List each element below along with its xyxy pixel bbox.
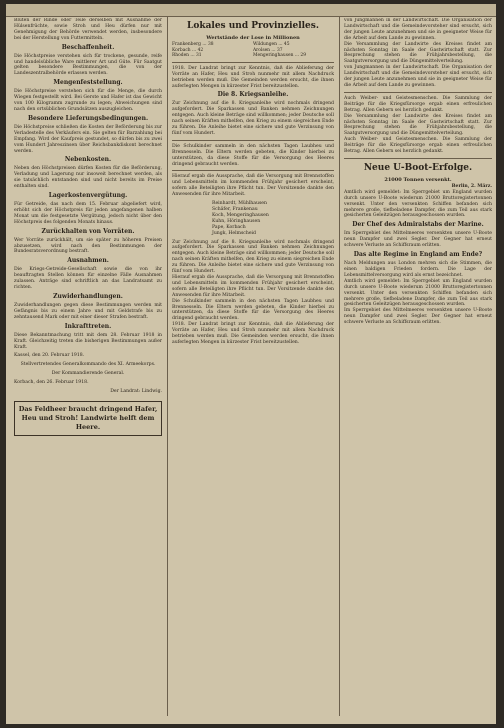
article-paragraph: Zur Zeichnung auf die 8. Kriegsanleihe wird nochmals dringend aufgefordert. Die Sparkassen und Banken nehmen Zeichnungen entgegen. Auch kleine Beträge sind willkommen; jeder Deutsche soll nach seinen Kräften mithelfen, den Krieg zu einem siegreichen Ende zu führen. Die Anleihe bietet eine sichere und gute Verzinsung von fünf vom Hundert. (172, 101, 334, 136)
news-heading: Der Chef des Admiralstabs der Marine. (352, 221, 484, 229)
column-middle (172, 18, 334, 718)
news-heading: Das alte Regime in England am Ende? (353, 251, 483, 259)
signature-date-2: Korbach, den 26. Februar 1918. (14, 380, 89, 386)
article-paragraph: Hierauf ergab die Aussprache, daß die Versorgung mit Brennstoffen und Lebensmitteln im kommenden Frühjahr gesichert erscheint, sofern alle Beteiligten ihre Pflicht tun. Der Vorsitzende dankte den Anwesenden für ihre Mitarbeit. (172, 174, 334, 198)
divider (172, 62, 334, 63)
column-right (344, 18, 492, 718)
section-title: Lokales und Provinzielles. (187, 21, 319, 31)
article-paragraph: Die Schulkinder sammeln in den nächsten Tagen Laubheu und Brennesseln. Die Eltern werden gebeten, die Kinder hierbei zu unterstützen, da diese Stoffe für die Versorgung des Heeres dringend gebraucht werden. (172, 298, 334, 322)
article-paragraph: Die Versammlung der Landwirte des Kreises findet am nächsten Sonntag im Saale der Gastwirtschaft statt. Zur Besprechung stehen die Frühjahrsbestellung, die Saatgutversorgung und die Düngemittelverteilung. (344, 113, 492, 137)
table-cell: Wildungen ... 45 (253, 42, 290, 47)
list-item: Kuhn, Höringhausen (212, 218, 261, 224)
section-heading: Nebenkosten. (64, 156, 112, 164)
article-paragraph: Die Versammlung der Landwirte des Kreises findet am nächsten Sonntag im Saale der Gastwirtschaft statt. Zur Besprechung stehen die Frühjahrsbestellung, die Saatgutversorgung und die Düngemittelverteilung. (344, 41, 492, 65)
list-item: Pape, Korbach (212, 224, 246, 230)
name-list (172, 201, 334, 236)
table-caption: Wertstände der Lose in Millionen (206, 35, 300, 41)
section-text: Die Kriegs-Getreide-Gesellschaft sowie die von ihr beauftragten Stellen können für einzelne Fälle Ausnahmen zulassen. Anträge sind schriftlich an das Landratsamt zu richten. (14, 267, 162, 291)
section-heading: Ausnahmen. (67, 257, 109, 265)
section-heading: Zurückhalten von Vorräten. (41, 227, 135, 235)
section-text: Neben den Höchstpreisen dürfen Kosten für die Beförderung, Verladung und Lagerung nur insoweit berechnet werden, als sie tatsächlich entstanden sind und nicht bereits im Preise enthalten sind. (14, 166, 162, 190)
article-paragraph: Zur Zeichnung auf die 8. Kriegsanleihe wird nochmals dringend aufgefordert. Die Sparkassen und Banken nehmen Zeichnungen entgegen. Auch kleine Beträge sind willkommen; jeder Deutsche soll nach seinen Kräften mithelfen, den Krieg zu einem siegreichen Ende zu führen. Die Anleihe bietet eine sichere und gute Verzinsung von fünf vom Hundert. (172, 239, 334, 275)
divider (172, 140, 334, 141)
article-paragraph: Die Schulkinder sammeln in den nächsten Tagen Laubheu und Brennesseln. Die Eltern werden gebeten, die Kinder hierbei zu unterstützen, da diese Stoffe für die Versorgung des Heeres dringend gebraucht werden. (172, 143, 334, 167)
article-paragraph: 1918. Der Landrat bringt zur Kenntnis, daß die Ablieferung der Vorräte an Hafer, Heu und Stroh nunmehr mit allem Nachdruck betrieben werden muß. Die Gemeinden werden ersucht, die ihnen auferlegten Mengen in kürzester Frist bereitzustellen. (172, 322, 334, 345)
section-heading: Besondere Lieferungsbedingungen. (27, 114, 149, 122)
news-text: Nach Meldungen aus London mehren sich die Stimmen, die einen baldigen Frieden fordern. Die Lage der Lebensmittelversorgung wird als ernst bezeichnet. (344, 261, 492, 278)
list-item: Schäfer, Frankenau (212, 207, 258, 212)
column-rule (339, 16, 340, 716)
article-paragraph: Hierauf ergab die Aussprache, daß die Versorgung mit Brennstoffen und Lebensmitteln im kommenden Frühjahr gesichert erscheint, sofern alle Beteiligten ihre Pflicht tun. Der Vorsitzende dankte den Anwesenden für ihre Mitarbeit. (172, 274, 334, 298)
signature-authority: Stellvertretendes Generalkommando des XI. Armeekorps. (20, 362, 156, 368)
news-dateline: Berlin, 2. März. (451, 183, 492, 189)
table-cell: Arolsen ... 37 (253, 47, 283, 53)
news-text: Im Sperrgebiet des Mittelmeeres versenkten unsere U-Boote neun Dampfer und zwei Segler. Der Gegner hat erneut schwere Verluste an Schiffsraum erlitten. (344, 308, 492, 326)
table-cell: Rhoden ... 31 (172, 53, 202, 59)
section-heading: Mengenfeststellung. (53, 79, 123, 87)
table-cell: Korbach ... 42 (172, 47, 204, 53)
top-margin-strip (6, 4, 496, 17)
divider (344, 158, 492, 159)
article-paragraph: von Jungmannen in der Landwirtschaft. Die Organisation der Landwirtschaft und die Gemeindevorsteher sind ersucht, sich der jungen Leute anzunehmen und sie in geeigneter Weise für die Arbeit auf dem Lande zu gewinnen. (344, 18, 492, 41)
list-item: Jungk, Helmscheid (212, 230, 256, 236)
section-heading: Beschaffenheit. (61, 43, 115, 51)
price-table (172, 42, 334, 59)
section-text: Die Höchstpreise verstehen sich für trockene, gesunde, reife und handelsübliche Ware mittlerer Art und Güte. Für Saatgut gelten besondere Bestimmungen, die von der Landeszentralbehörde erlassen werden. (14, 53, 162, 77)
newspaper-page (6, 4, 496, 724)
signature-title: Der Kommandierende General. (51, 371, 125, 377)
signature-date: Kassel, den 20. Februar 1918. (14, 353, 85, 359)
section-text: Wer Vorräte zurückhält, um sie später zu höheren Preisen abzusetzen, wird nach den Bestimmungen der Bundesratsverordnung bestraft. (14, 237, 162, 255)
table-cell: Frankenberg ... 38 (172, 42, 214, 47)
appeal-box: Das Feldheer braucht dringend Hafer, Heu und Stroh! Landwirte helft dem Heere. (14, 401, 162, 436)
divider (172, 170, 334, 171)
article-paragraph: Auch Weiber- und Geistesmenschen. Die Sammlung der Beiträge für die Kriegsfürsorge ergab einen erfreulichen Betrag. Allen Gebern sei herzlich gedankt. (344, 137, 492, 155)
column-rule (167, 16, 168, 716)
article-heading: Die 8. Kriegsanleihe. (217, 91, 289, 99)
news-text: Im Sperrgebiet des Mittelmeeres versenkten unsere U-Boote neun Dampfer und zwei Segler. Der Gegner hat erneut schwere Verluste an Schiffsraum erlitten. (344, 231, 492, 249)
list-item: Reinhardt, Mühlhausen (212, 201, 267, 207)
section-text: Für Getreide, das nach dem 15. Februar abgeliefert wird, erhöht sich der Höchstpreis für jeden angefangenen halben Monat um die festgesetzte Vergütung, jedoch nicht über den Höchstpreis des folgenden Monats hinaus. (14, 202, 162, 225)
section-text: Die Höchstpreise schließen die Kosten der Beförderung bis zur Verladestelle des Verkäufers ein. Sie gelten für Barzahlung bei Empfang. Wird der Kaufpreis gestundet, so dürfen bis zu zwei vom Hundert Jahreszinsen über Reichsbankdiskont berechnet werden. (14, 124, 162, 154)
column-left (14, 18, 162, 718)
news-text: Amtlich wird gemeldet: Im Sperrgebiet um England wurden durch unsere U-Boote wiederum 21000 Bruttoregistertonnen versenkt. Unter den versenkten Schiffen befanden sich mehrere große, tiefbeladene Dampfer, die zum Teil aus stark gesicherten Geleitzügen herausgeschossen wurden. (344, 189, 492, 219)
section-text: Diese Bekanntmachung tritt mit dem 28. Februar 1918 in Kraft. Gleichzeitig treten die bisherigen Bestimmungen außer Kraft. (14, 332, 162, 350)
article-paragraph: Auch Weiber- und Geistesmenschen. Die Sammlung der Beiträge für die Kriegsfürsorge ergab einen erfreulichen Betrag. Allen Gebern sei herzlich gedankt. (344, 95, 492, 113)
section-heading: Zuwiderhandlungen. (53, 293, 123, 300)
section-text: Die Höchstpreise verstehen sich für die Menge, die durch Wiegen festgestellt wird. Bei Gerste und Hafer ist das Gewicht von 100 Kilogramm zugrunde zu legen; Abweichungen sind nach den ortsüblichen Grundsätzen auszugleichen. (14, 89, 162, 112)
table-cell: Mengeringhausen ... 29 (253, 53, 306, 59)
intro-paragraph: Blüten der Rinde oder Teile derselben mit Ausnahme der Hülsenfrüchte, sowie Stroh und Heu dürfen nur mit Genehmigung der Behörde verwendet werden, insbesondere bei der Herstellung von Futtermitteln. (14, 18, 162, 41)
section-heading: Inkrafttreten. (64, 322, 112, 330)
news-subtitle: 21000 Tonnen versenkt. (384, 176, 452, 183)
section-heading: Lagerkostenvergütung. (48, 192, 128, 200)
section-text: Zuwiderhandlungen gegen diese Bestimmungen werden mit Gefängnis bis zu einem Jahre und mit Geldstrafe bis zu zehntausend Mark oder mit einer dieser Strafen bestraft. (14, 303, 162, 320)
signature-landrat: Der Landrat: Lindwig. (110, 389, 162, 395)
divider (344, 92, 492, 93)
article-paragraph: von Jungmannen in der Landwirtschaft. Die Organisation der Landwirtschaft und die Gemeindevorsteher sind ersucht, sich der jungen Leute anzunehmen und sie in geeigneter Weise für die Arbeit auf dem Lande zu gewinnen. (344, 65, 492, 88)
news-title: Neue U-Boot-Erfolge. (363, 162, 473, 173)
article-paragraph: 1918. Der Landrat bringt zur Kenntnis, daß die Ablieferung der Vorräte an Hafer, Heu und Stroh nunmehr mit allem Nachdruck betrieben werden muß. Die Gemeinden werden ersucht, die ihnen auferlegten Mengen in kürzester Frist bereitzustellen. (172, 65, 334, 89)
list-item: Koch, Mengeringhausen (212, 212, 269, 218)
news-text: Amtlich wird gemeldet: Im Sperrgebiet um England wurden durch unsere U-Boote wiederum 21000 Bruttoregistertonnen versenkt. Unter den versenkten Schiffen befanden sich mehrere große, tiefbeladene Dampfer, die zum Teil aus stark gesicherten Geleitzügen herausgeschossen wurden. (344, 278, 492, 308)
